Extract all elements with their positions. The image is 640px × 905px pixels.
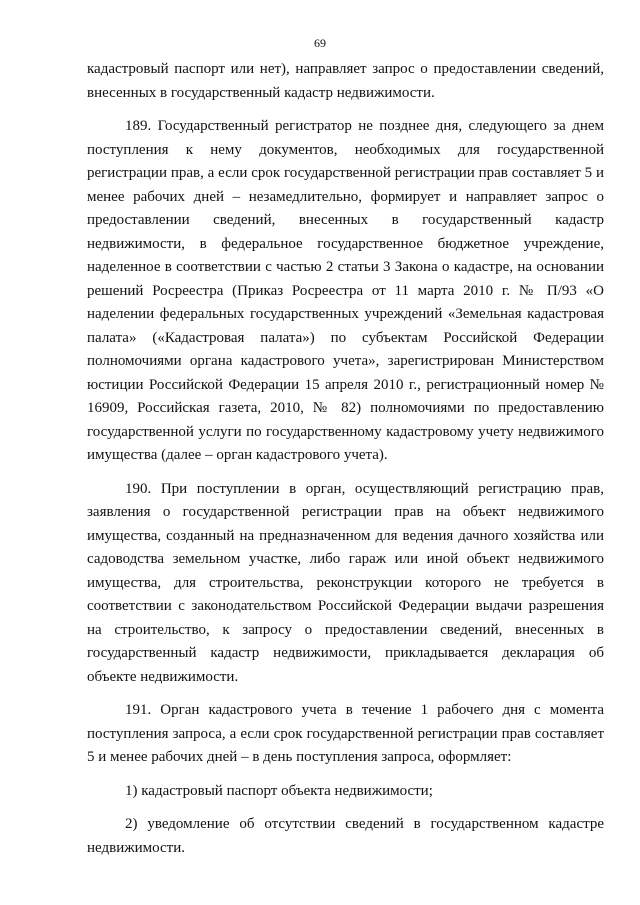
page-number: 69 <box>314 36 326 50</box>
paragraph-191: 191. Орган кадастрового учета в течение 1 рабочего дня с момента поступления запроса, а если срок государственной регистрации прав составляет 5 и менее рабочих дней – в день поступления запроса, оформляет: <box>87 702 604 765</box>
list-item-1: 1) кадастровый паспорт объекта недвижимости; <box>125 782 433 799</box>
paragraph-190: 190. При поступлении в орган, осуществляющий регистрацию прав, заявления о государственной регистрации прав на объект недвижимого имущества, созданный на предназначенном для ведения дачного хозяйства или садоводства земельном участке, либо гараж или иной объект недвижимого имущества, для строительства, реконструкции которого не требуется в соответствии с законодательством Российской Федерации выдачи разрешения на строительство, к запросу о предоставлении сведений, внесенных в государственный кадастр недвижимости, прикладывается декларация об объекте недвижимости. <box>87 480 604 685</box>
paragraph-189: 189. Государственный регистратор не позднее дня, следующего за днем поступления к нему документов, необходимых для государственной регистрации прав, а если срок государственной регистрации прав составляет 5 и менее рабочих дней – незамедлительно, формирует и направляет запрос о предоставлении сведений, внесенных в государственный кадастр недвижимости, в федеральное государственное бюджетное учреждение, наделенное в соответствии с частью 2 статьи 3 Закона о кадастре, на основании решений Росреестра (Приказ Росреестра от 11 марта 2010 г. № П/93 «О наделении федеральных государственных учреждений «Земельная кадастровая палата» («Кадастровая палата») по субъектам Российской Федерации полномочиями органа кадастрового учета», зарегистрирован Министерством юстиции Российской Федерации 15 апреля 2010 г., регистрационный номер № 16909, Российская газета, 2010, № 82) полномочиями по предоставлению государственной услуги по государственному кадастровому учету недвижимого имущества (далее – орган кадастрового учета). <box>87 118 604 463</box>
document-body <box>87 58 604 860</box>
paragraph-continuation: кадастровый паспорт или нет), направляет запрос о предоставлении сведений, внесенных в государственный кадастр недвижимости. <box>87 61 604 101</box>
list-item-2: 2) уведомление об отсутствии сведений в государственном кадастре недвижимости. <box>87 816 604 856</box>
